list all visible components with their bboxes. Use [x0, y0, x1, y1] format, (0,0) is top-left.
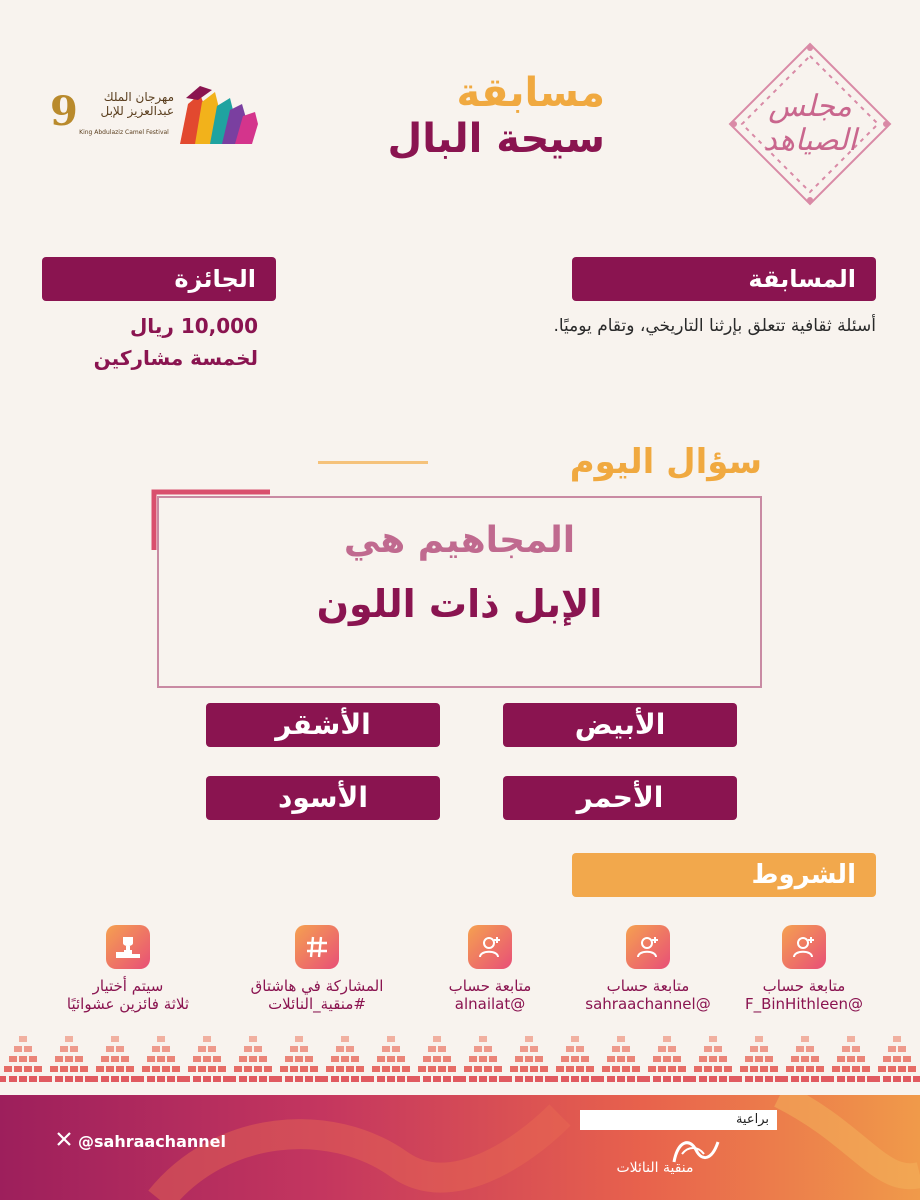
trophy-icon — [106, 925, 150, 969]
add-user-icon — [782, 925, 826, 969]
option-white[interactable]: الأبيض — [503, 703, 737, 747]
question-heading: سؤال اليوم — [569, 442, 762, 482]
title-line2: سيحة البال — [387, 116, 605, 162]
condition-handle[interactable]: @sahraachannel — [585, 995, 711, 1013]
condition-text: متابعة حساب — [448, 977, 532, 995]
sponsor-name: منقية النائلات — [616, 1160, 694, 1176]
question-line2: الإبل ذات اللون — [316, 582, 603, 626]
conditions-label: الشروط — [572, 853, 876, 897]
social-link[interactable] — [56, 1131, 226, 1151]
condition-text: المشاركة في هاشتاق — [250, 977, 384, 995]
social-handle: @sahraachannel — [78, 1131, 226, 1151]
decorative-pattern — [0, 1030, 920, 1100]
option-red[interactable]: الأحمر — [503, 776, 737, 820]
competition-description: أسئلة ثقافية تتعلق بإرثنا التاريخي، وتقام يوميًا. — [553, 316, 876, 336]
festival-name-en: King Abdulaziz Camel Festival — [79, 129, 169, 136]
hashtag-icon — [295, 925, 339, 969]
condition-text: متابعة حساب — [606, 977, 690, 995]
condition-follow-binhithleen — [734, 925, 874, 1013]
condition-winners — [58, 925, 198, 1013]
condition-follow-alnailat — [420, 925, 560, 1013]
condition-follow-sahraachannel — [578, 925, 718, 1013]
condition-text: متابعة حساب — [762, 977, 846, 995]
condition-text: سيتم أختيار — [92, 977, 164, 995]
majlis-logo-text: مجلس الصياهد — [763, 89, 857, 158]
option-blonde[interactable]: الأشقر — [206, 703, 440, 747]
title-line1: مسابقة — [456, 70, 605, 116]
condition-text: ثلاثة فائزين عشوائيًا — [66, 995, 190, 1013]
festival-name-ar: مهرجان الملك عبدالعزيز للإبل — [100, 90, 174, 118]
question-line1: المجاهيم هي — [343, 520, 576, 561]
sponsor-label: براعية — [580, 1110, 777, 1130]
condition-handle[interactable]: @alnailat — [454, 995, 526, 1013]
condition-hashtag-text[interactable]: #منقية_النائلات — [268, 995, 366, 1013]
prize-recipients: لخمسة مشاركين — [93, 346, 258, 370]
competition-label: المسابقة — [572, 257, 876, 301]
add-user-icon — [468, 925, 512, 969]
festival-edition: 9 — [50, 88, 78, 135]
condition-hashtag — [247, 925, 387, 1013]
x-icon — [56, 1131, 72, 1151]
prize-amount: 10,000 ريال — [129, 314, 258, 338]
condition-handle[interactable]: @F_BinHithleen — [744, 995, 864, 1013]
option-black[interactable]: الأسود — [206, 776, 440, 820]
prize-label: الجائزة — [42, 257, 276, 301]
add-user-icon — [626, 925, 670, 969]
